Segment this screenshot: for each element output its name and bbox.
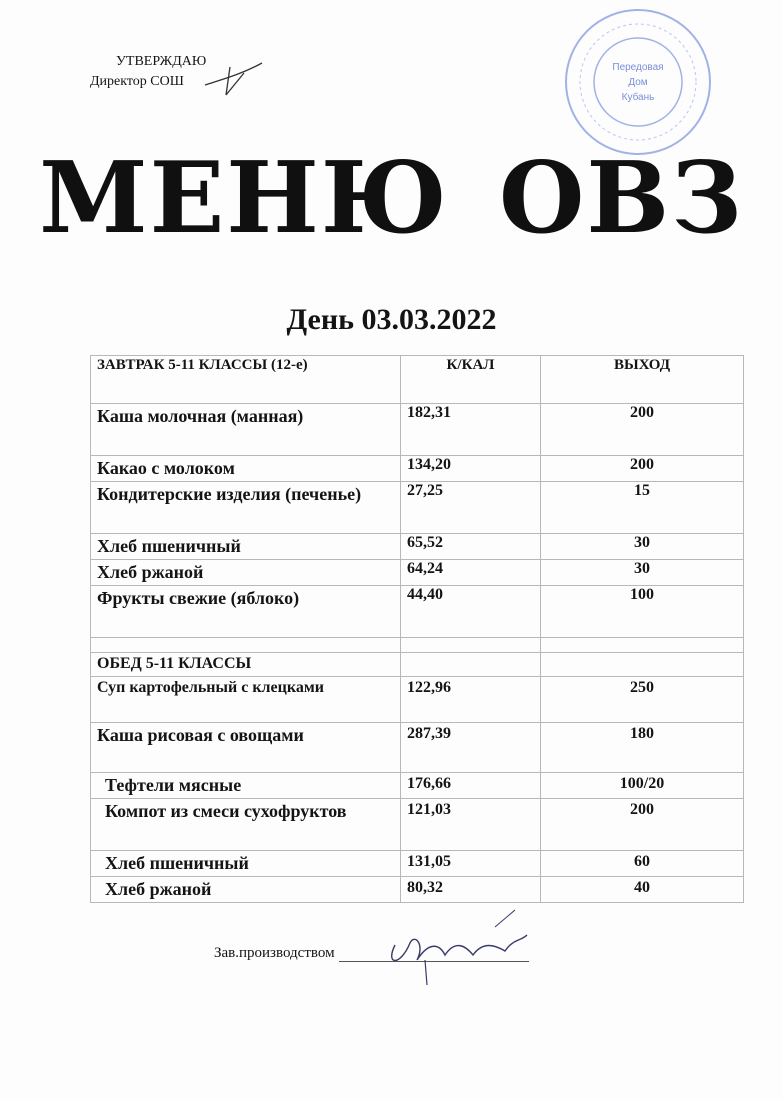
dish-kcal: 121,03 xyxy=(401,799,541,851)
table-header-row xyxy=(91,356,744,404)
dish-kcal: 64,24 xyxy=(401,560,541,586)
stamp-line-3: Кубань xyxy=(621,92,655,103)
dish-name: Тефтели мясные xyxy=(91,773,401,799)
table-row xyxy=(91,773,744,799)
dish-output: 100 xyxy=(541,586,744,638)
dish-name: Каша молочная (манная) xyxy=(91,404,401,456)
table-row xyxy=(91,586,744,638)
dish-kcal: 27,25 xyxy=(401,482,541,534)
lunch-header-row xyxy=(91,653,744,677)
approval-position: Директор СОШ xyxy=(90,74,184,89)
dish-name: Фрукты свежие (яблоко) xyxy=(91,586,401,638)
table-row xyxy=(91,723,744,773)
dish-name: Хлеб пшеничный xyxy=(91,851,401,877)
stamp-line-1: Передовая xyxy=(612,62,664,73)
dish-kcal: 44,40 xyxy=(401,586,541,638)
stamp-line-2: Дом xyxy=(628,77,648,88)
dish-output: 40 xyxy=(541,877,744,903)
dish-output: 30 xyxy=(541,534,744,560)
table-row xyxy=(91,677,744,723)
dish-kcal: 131,05 xyxy=(401,851,541,877)
dish-name: Каша рисовая с овощами xyxy=(91,723,401,773)
dish-kcal: 122,96 xyxy=(401,677,541,723)
dish-name: Хлеб пшеничный xyxy=(91,534,401,560)
dish-name: Суп картофельный с клецками xyxy=(91,677,401,723)
dish-output: 180 xyxy=(541,723,744,773)
table-spacer-row xyxy=(91,638,744,653)
approval-heading: УТВЕРЖДАЮ xyxy=(116,54,207,69)
dish-name: Хлеб ржаной xyxy=(91,877,401,903)
table-row xyxy=(91,456,744,482)
dish-name: Кондитерские изделия (печенье) xyxy=(91,482,401,534)
menu-date: День 03.03.2022 xyxy=(286,303,497,336)
table-row xyxy=(91,560,744,586)
dish-kcal: 176,66 xyxy=(401,773,541,799)
dish-output: 250 xyxy=(541,677,744,723)
lunch-header: ОБЕД 5-11 КЛАССЫ xyxy=(91,653,401,677)
menu-table xyxy=(90,355,744,903)
page-title xyxy=(0,141,783,256)
dish-name: Какао с молоком xyxy=(91,456,401,482)
dish-kcal: 80,32 xyxy=(401,877,541,903)
dish-output: 200 xyxy=(541,799,744,851)
kcal-header: К/КАЛ xyxy=(401,356,541,404)
dish-output: 15 xyxy=(541,482,744,534)
title-word-ovz: ОВЗ xyxy=(499,141,744,256)
production-manager-label: Зав.производством xyxy=(214,945,335,961)
breakfast-header: ЗАВТРАК 5-11 КЛАССЫ (12-е) xyxy=(91,356,401,404)
dish-kcal: 287,39 xyxy=(401,723,541,773)
dish-name: Компот из смеси сухофруктов xyxy=(91,799,401,851)
dish-output: 200 xyxy=(541,404,744,456)
dish-kcal: 182,31 xyxy=(401,404,541,456)
dish-kcal: 65,52 xyxy=(401,534,541,560)
table-row xyxy=(91,799,744,851)
table-row xyxy=(91,534,744,560)
dish-name: Хлеб ржаной xyxy=(91,560,401,586)
output-header: ВЫХОД xyxy=(541,356,744,404)
dish-output: 200 xyxy=(541,456,744,482)
dish-output: 30 xyxy=(541,560,744,586)
table-row xyxy=(91,877,744,903)
table-row xyxy=(91,482,744,534)
approval-block xyxy=(90,52,206,92)
manager-signature xyxy=(355,905,545,995)
dish-output: 60 xyxy=(541,851,744,877)
title-word-menu: МЕНЮ xyxy=(39,141,450,256)
table-row xyxy=(91,851,744,877)
dish-output: 100/20 xyxy=(541,773,744,799)
school-stamp xyxy=(560,2,720,162)
table-row xyxy=(91,404,744,456)
dish-kcal: 134,20 xyxy=(401,456,541,482)
director-signature xyxy=(200,55,280,105)
